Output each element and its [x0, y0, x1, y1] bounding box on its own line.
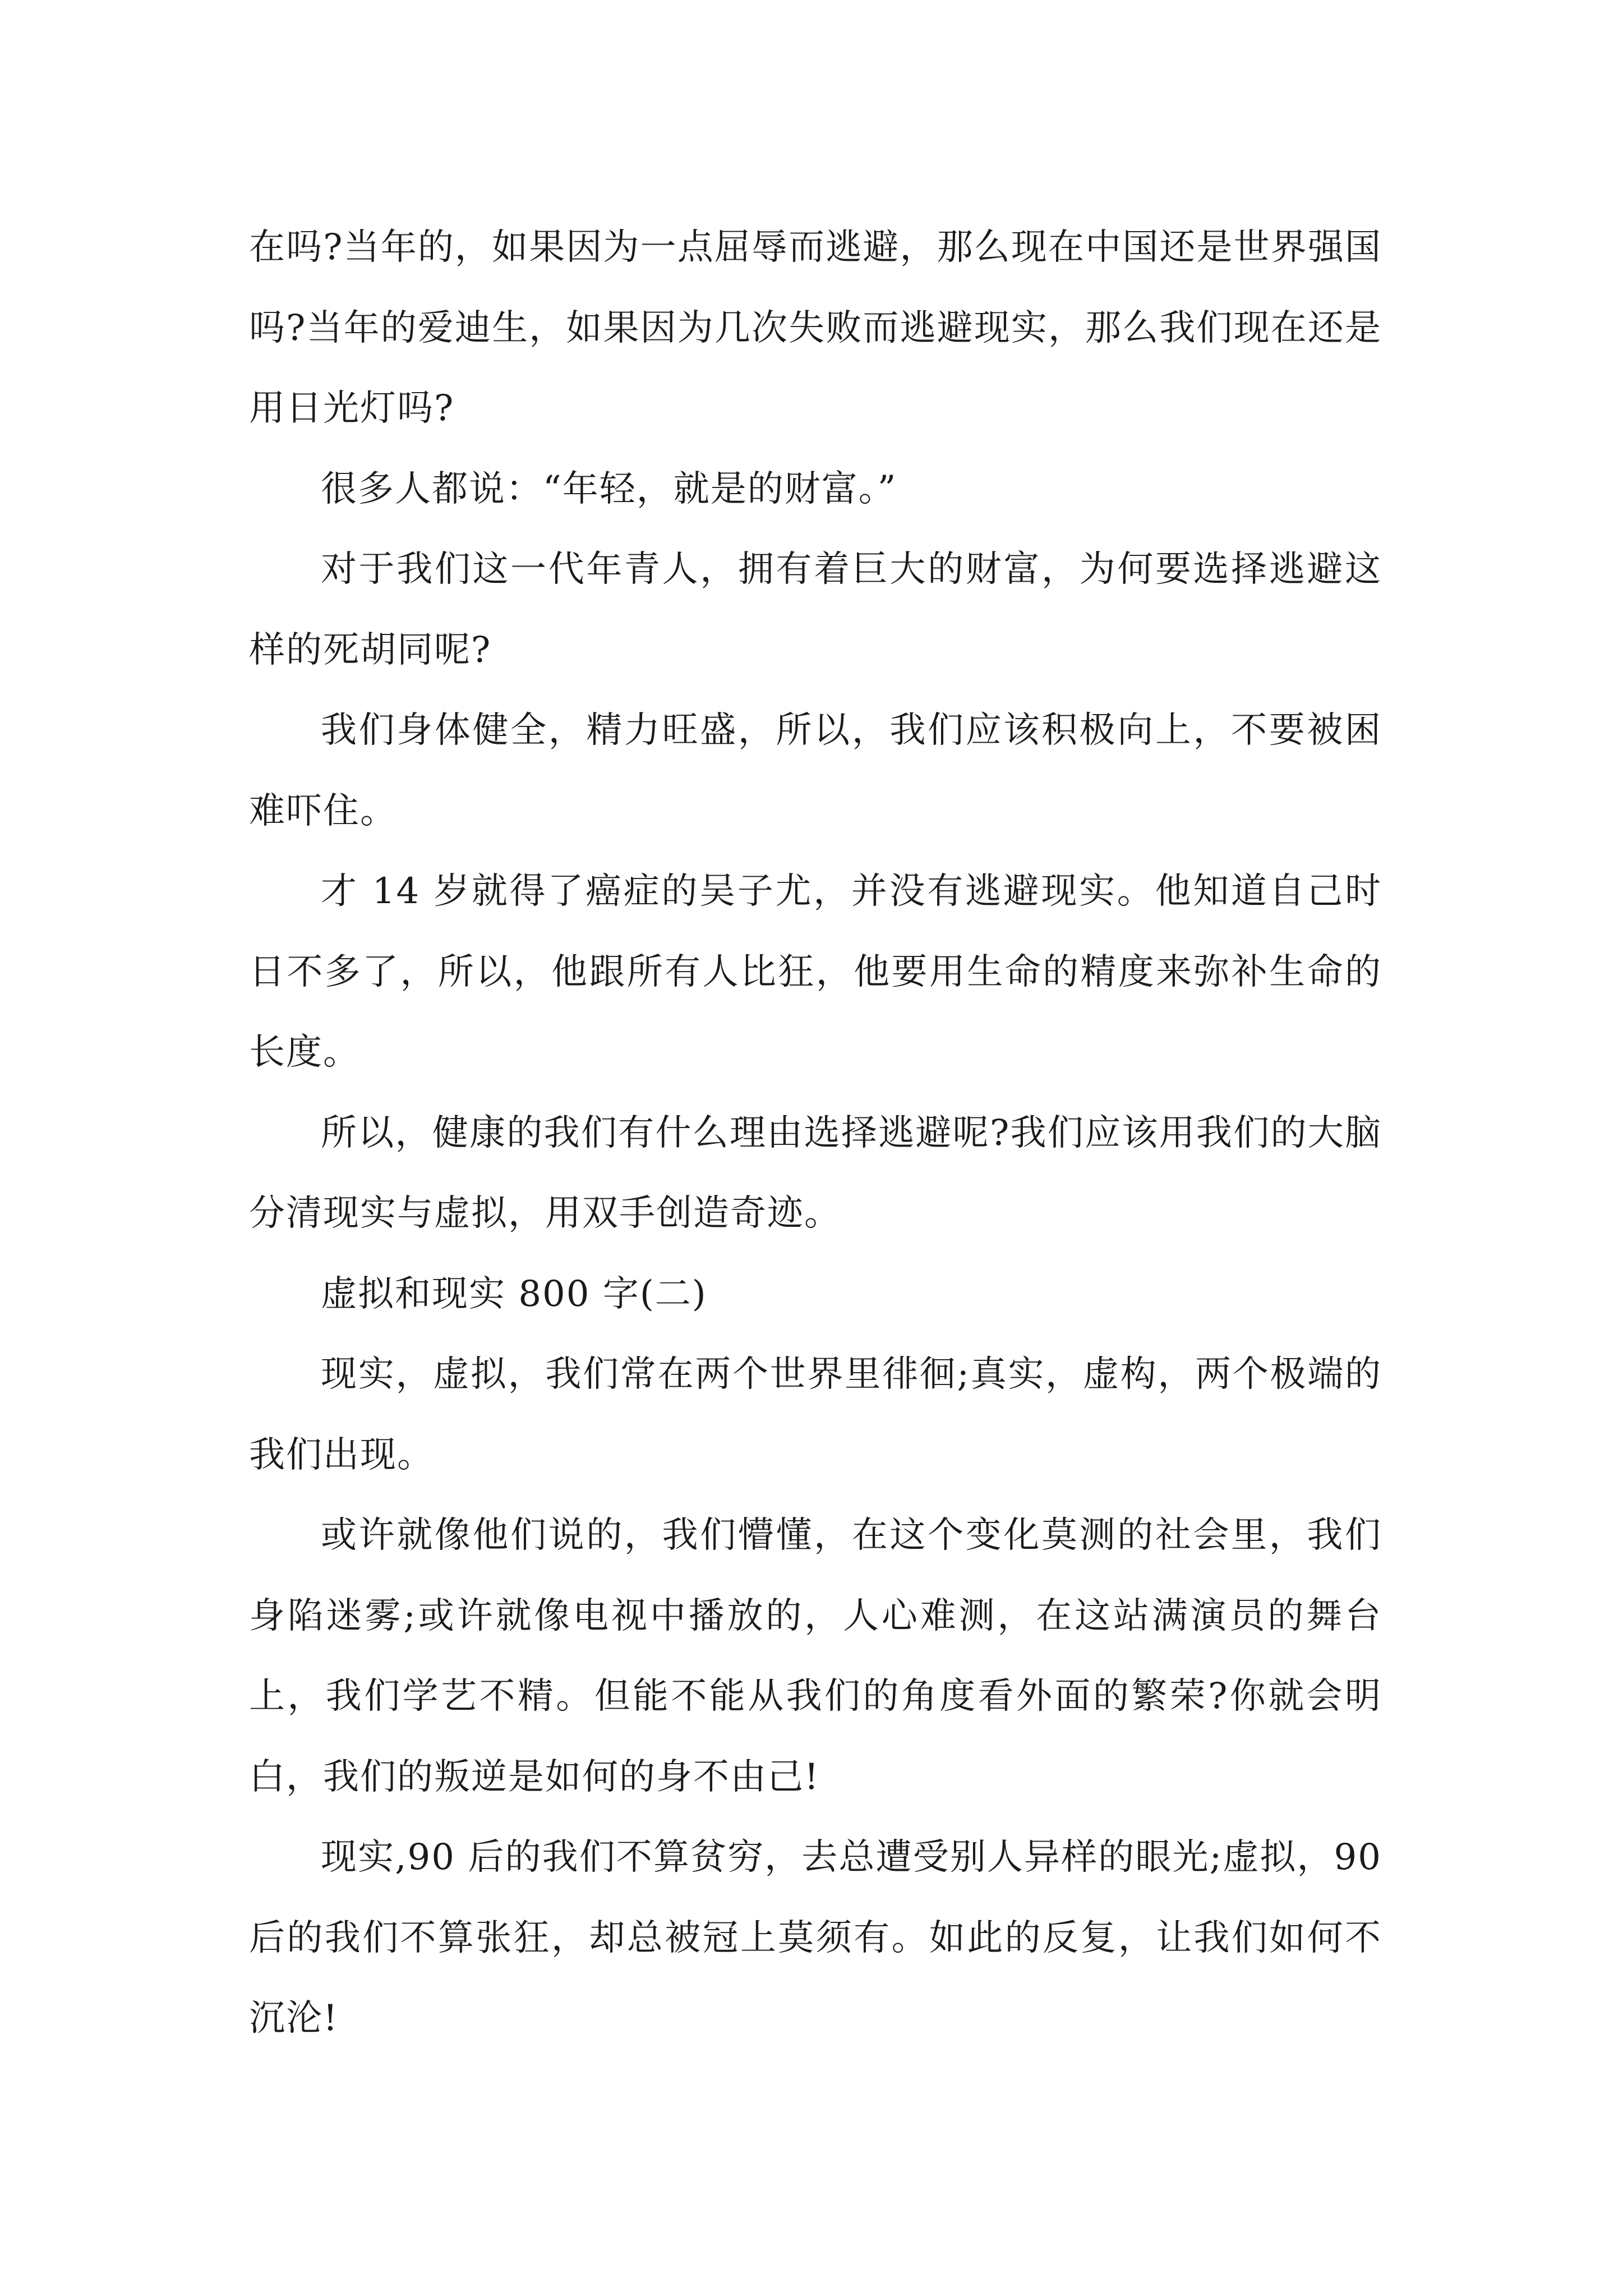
document-body	[249, 208, 1382, 2059]
paragraph-1: 在吗?当年的，如果因为一点屈辱而逃避，那么现在中国还是世界强国吗?当年的爱迪生，如果因为几次失败而逃避现实，那么我们现在还是用日光灯吗?	[249, 227, 1382, 429]
section-heading: 虚拟和现实 800 字(二)	[321, 1273, 707, 1315]
paragraph-8: 或许就像他们说的，我们懵懂，在这个变化莫测的社会里，我们身陷迷雾;或许就像电视中播放的，人心难测，在这站满演员的舞台上，我们学艺不精。但能不能从我们的角度看外面的繁荣?你就会明白，我们的叛逆是如何的身不由己!	[249, 1515, 1382, 1798]
paragraph-7: 现实，虚拟，我们常在两个世界里徘徊;真实，虚构，两个极端的我们出现。	[249, 1354, 1382, 1476]
paragraph-4: 我们身体健全，精力旺盛，所以，我们应该积极向上，不要被困难吓住。	[249, 710, 1382, 832]
paragraph-5: 才 14 岁就得了癌症的吴子尤，并没有逃避现实。他知道自己时日不多了，所以，他跟所有人比狂，他要用生命的精度来弥补生命的长度。	[249, 871, 1382, 1073]
paragraph-6: 所以，健康的我们有什么理由选择逃避呢?我们应该用我们的大脑分清现实与虚拟，用双手创造奇迹。	[249, 1112, 1382, 1234]
paragraph-9: 现实,90 后的我们不算贫穷，去总遭受别人异样的眼光;虚拟，90 后的我们不算张狂，却总被冠上莫须有。如此的反复，让我们如何不沉沦!	[249, 1837, 1382, 2039]
paragraph-3: 对于我们这一代年青人，拥有着巨大的财富，为何要选择逃避这样的死胡同呢?	[249, 549, 1382, 671]
paragraph-2: 很多人都说：“年轻，就是的财富。”	[321, 468, 897, 510]
